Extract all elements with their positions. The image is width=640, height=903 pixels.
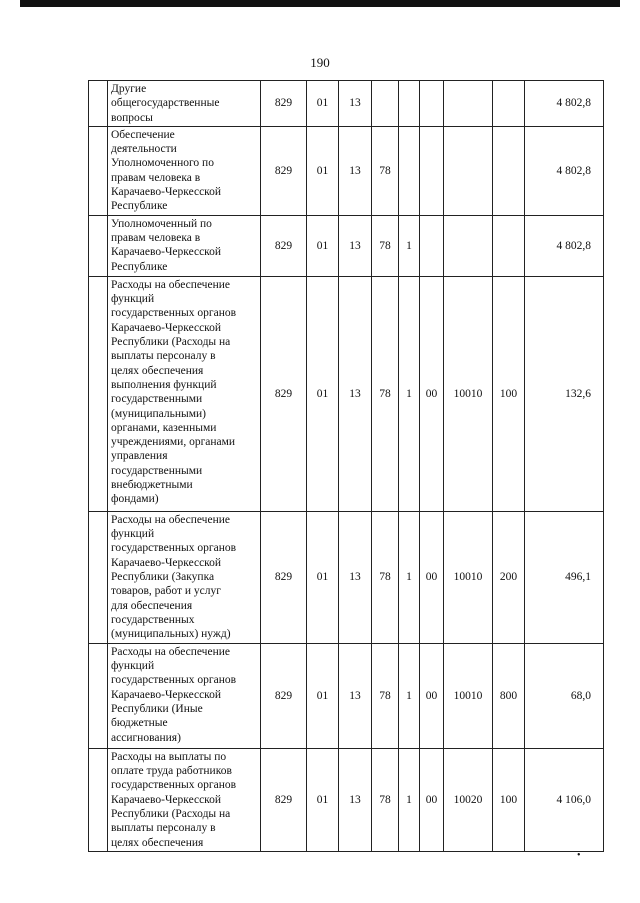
ministry-code-cell: 829 xyxy=(261,276,307,511)
ministry-code-cell: 829 xyxy=(261,126,307,215)
ministry-code-cell: 829 xyxy=(261,215,307,276)
item-name-cell: Другие общегосударственные вопросы xyxy=(108,81,261,127)
subprogram-code-cell: 1 xyxy=(399,643,420,748)
direction-code-cell xyxy=(444,126,493,215)
subsection-code-cell: 13 xyxy=(339,511,372,643)
subsection-code-cell: 13 xyxy=(339,215,372,276)
empty-cell xyxy=(89,511,108,643)
item-name-cell: Расходы на выплаты по оплате труда работников государственных органов Карачаево-Черкесской Республики (Расходы на выплаты персоналу в целях обеспечения xyxy=(108,748,261,851)
subprogram-code-cell: 1 xyxy=(399,748,420,851)
section-code-cell: 01 xyxy=(307,81,339,127)
program-code-cell: 78 xyxy=(372,126,399,215)
program-code-cell xyxy=(372,81,399,127)
direction-code-cell xyxy=(444,81,493,127)
program-code-cell: 78 xyxy=(372,276,399,511)
amount-cell: 4 802,8 xyxy=(525,81,604,127)
amount-cell: 4 802,8 xyxy=(525,215,604,276)
section-code-cell: 01 xyxy=(307,215,339,276)
table-row xyxy=(89,81,604,127)
subsection-code-cell: 13 xyxy=(339,643,372,748)
section-code-cell: 01 xyxy=(307,276,339,511)
empty-cell xyxy=(89,81,108,127)
program-code-cell: 78 xyxy=(372,511,399,643)
item-name-cell: Расходы на обеспечение функций государственных органов Карачаево-Черкесской Республики (Иные бюджетные ассигнования) xyxy=(108,643,261,748)
direction-code-cell: 10010 xyxy=(444,276,493,511)
table-row xyxy=(89,276,604,511)
table-row xyxy=(89,215,604,276)
empty-cell xyxy=(89,276,108,511)
main-event-code-cell: 00 xyxy=(420,511,444,643)
expense-type-code-cell xyxy=(493,81,525,127)
amount-cell: 496,1 xyxy=(525,511,604,643)
section-code-cell: 01 xyxy=(307,126,339,215)
ministry-code-cell: 829 xyxy=(261,643,307,748)
expense-type-code-cell xyxy=(493,126,525,215)
subprogram-code-cell: 1 xyxy=(399,215,420,276)
empty-cell xyxy=(89,643,108,748)
section-code-cell: 01 xyxy=(307,511,339,643)
table-row xyxy=(89,126,604,215)
direction-code-cell: 10010 xyxy=(444,511,493,643)
budget-table xyxy=(88,80,604,852)
ministry-code-cell: 829 xyxy=(261,748,307,851)
expense-type-code-cell: 100 xyxy=(493,276,525,511)
direction-code-cell: 10020 xyxy=(444,748,493,851)
direction-code-cell xyxy=(444,215,493,276)
amount-cell: 132,6 xyxy=(525,276,604,511)
empty-cell xyxy=(89,748,108,851)
subprogram-code-cell: 1 xyxy=(399,511,420,643)
table-row xyxy=(89,643,604,748)
item-name-cell: Расходы на обеспечение функций государственных органов Карачаево-Черкесской Республики (Расходы на выплаты персоналу в целях обеспечения выполнения функций государственными (муниципальными) органами, казенными учреждениями, органами управления государственными внебюджетными фондами) xyxy=(108,276,261,511)
item-name-cell: Расходы на обеспечение функций государственных органов Карачаево-Черкесской Республики (Закупка товаров, работ и услуг для обеспечения государственных (муниципальных) нужд) xyxy=(108,511,261,643)
ministry-code-cell: 829 xyxy=(261,511,307,643)
expense-type-code-cell xyxy=(493,215,525,276)
main-event-code-cell: 00 xyxy=(420,276,444,511)
table-row xyxy=(89,511,604,643)
subprogram-code-cell xyxy=(399,81,420,127)
empty-cell xyxy=(89,126,108,215)
main-event-code-cell: 00 xyxy=(420,748,444,851)
item-name-cell: Уполномоченный по правам человека в Карачаево-Черкесской Республике xyxy=(108,215,261,276)
program-code-cell: 78 xyxy=(372,748,399,851)
main-event-code-cell xyxy=(420,126,444,215)
scan-top-border xyxy=(20,0,620,7)
section-code-cell: 01 xyxy=(307,748,339,851)
main-event-code-cell xyxy=(420,215,444,276)
program-code-cell: 78 xyxy=(372,215,399,276)
empty-cell xyxy=(89,215,108,276)
main-event-code-cell: 00 xyxy=(420,643,444,748)
budget-table-body xyxy=(89,81,604,852)
subsection-code-cell: 13 xyxy=(339,126,372,215)
table-row xyxy=(89,748,604,851)
program-code-cell: 78 xyxy=(372,643,399,748)
page-number: 190 xyxy=(310,55,330,70)
amount-cell: 4 802,8 xyxy=(525,126,604,215)
item-name-cell: Обеспечение деятельности Уполномоченного по правам человека в Карачаево-Черкесской Республике xyxy=(108,126,261,215)
expense-type-code-cell: 100 xyxy=(493,748,525,851)
amount-cell: 68,0 xyxy=(525,643,604,748)
scan-mark: • xyxy=(577,850,581,861)
direction-code-cell: 10010 xyxy=(444,643,493,748)
ministry-code-cell: 829 xyxy=(261,81,307,127)
section-code-cell: 01 xyxy=(307,643,339,748)
subprogram-code-cell: 1 xyxy=(399,276,420,511)
subsection-code-cell: 13 xyxy=(339,748,372,851)
amount-cell: 4 106,0 xyxy=(525,748,604,851)
expense-type-code-cell: 200 xyxy=(493,511,525,643)
main-event-code-cell xyxy=(420,81,444,127)
subprogram-code-cell xyxy=(399,126,420,215)
subsection-code-cell: 13 xyxy=(339,276,372,511)
expense-type-code-cell: 800 xyxy=(493,643,525,748)
subsection-code-cell: 13 xyxy=(339,81,372,127)
